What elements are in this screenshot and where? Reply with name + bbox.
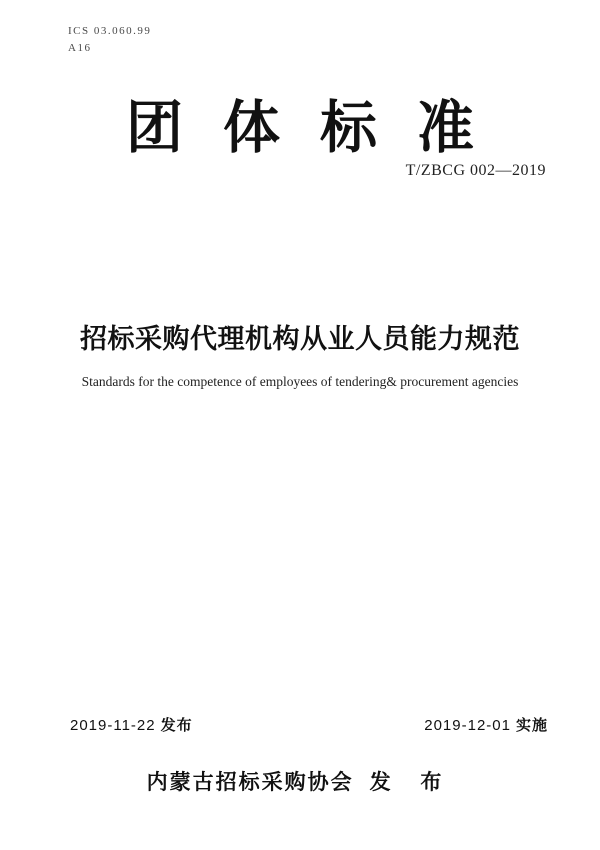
issue-date: 2019-11-22 xyxy=(70,717,156,734)
issue-date-label: 发布 xyxy=(160,717,193,734)
standard-type-heading: 团体标准 xyxy=(126,96,514,160)
publisher-name: 内蒙古招标采购协会 xyxy=(146,771,354,794)
publisher-line xyxy=(0,766,600,796)
classification-codes xyxy=(68,23,151,57)
document-title-en: Standards for the competence of employees of tendering& procurement agencies xyxy=(81,374,519,389)
implementation-date-label: 实施 xyxy=(515,717,548,734)
ics-code: ICS 03.060.99 xyxy=(68,25,152,37)
dates-row xyxy=(70,714,548,735)
document-title-zh: 招标采购代理机构从业人员能力规范 xyxy=(80,324,520,354)
standard-number: T/ZBCG 002—2019 xyxy=(405,162,546,179)
implementation-date: 2019-12-01 xyxy=(424,717,511,734)
issue-date-block xyxy=(70,714,193,735)
classification-code: A16 xyxy=(68,42,92,54)
publisher-action-label: 发 布 xyxy=(369,771,454,794)
implementation-date-block xyxy=(424,714,548,735)
